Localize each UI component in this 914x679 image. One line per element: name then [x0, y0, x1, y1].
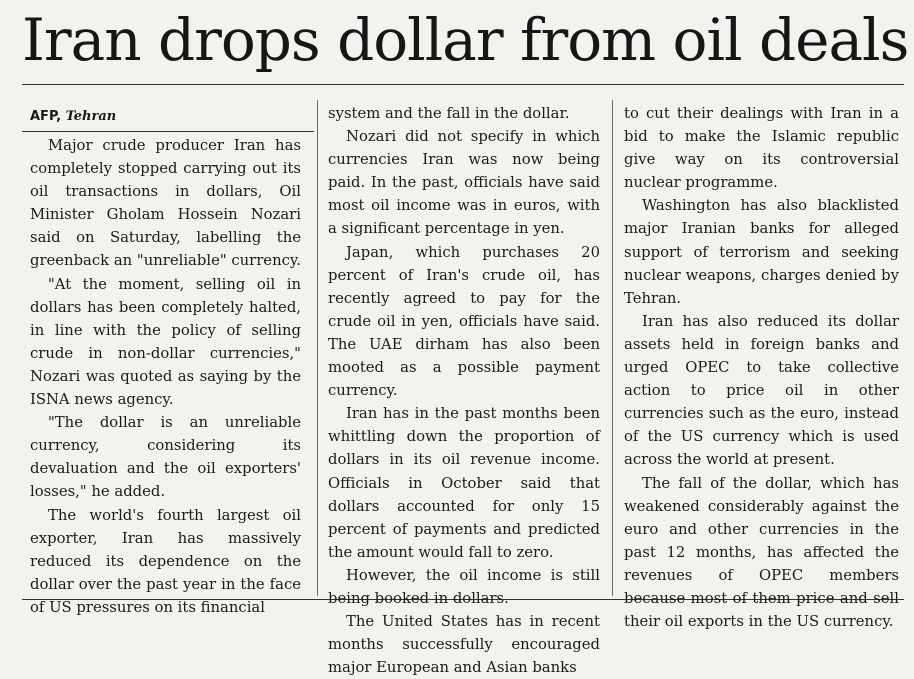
byline	[30, 105, 301, 128]
article-paragraph: Japan, which purchases 20 percent of Iran's crude oil, has recently agreed to pay for the crude oil in yen, officials have said. The UAE dirham has also been mooted as a possible payment currency.	[328, 243, 600, 400]
article-paragraph: Iran has in the past months been whittling down the proportion of dollars in its oil revenue income. Officials in October said that dollars accounted for only 15 percent of payments and predicted the amount would fall to zero.	[328, 405, 600, 561]
edge-glyph	[0, 195, 10, 219]
edge-glyph	[0, 524, 10, 548]
byline-agency: AFP,	[30, 109, 62, 124]
edge-glyph	[0, 172, 10, 196]
article-paragraph: to cut their dealings with Iran in a bid to make the Islamic republic give way on its controversial nuclear programme.	[624, 105, 899, 192]
column-divider-2	[612, 100, 613, 596]
article-column-2	[328, 102, 600, 679]
article-paragraph: Washington has also blacklisted major Iranian banks for alleged support of terrorism and seeking nuclear weapons, charges denied by Tehran.	[624, 197, 899, 307]
article-column-3	[624, 102, 899, 633]
edge-glyph	[0, 501, 10, 525]
article-paragraph: The fall of the dollar, which has weakened considerably against the euro and other currencies in the past 12 months, has affected the revenues of OPEC members because most of them price and sell their oil exports in the US currency.	[624, 474, 899, 631]
article-paragraph: The world's fourth largest oil exporter, Iran has massively reduced its dependence on the dollar over the past year in the face of US pressures on its financial	[30, 506, 301, 616]
edge-glyph	[0, 383, 10, 407]
edge-glyph	[0, 289, 10, 313]
edge-glyph	[0, 407, 10, 431]
article-paragraph: However, the oil income is still being booked in dollars.	[328, 566, 600, 607]
article-paragraph: system and the fall in the dollar.	[328, 105, 570, 122]
article-paragraph: Major crude producer Iran has completely stopped carrying out its oil transactions in dollars, Oil Minister Gholam Hossein Nozari said on Saturday, labelling the greenback an "unreliable" currency.	[30, 137, 301, 270]
article-paragraph: "The dollar is an unreliable currency, considering its devaluation and the oil exporters' losses," he added.	[30, 414, 301, 501]
edge-glyph	[0, 477, 10, 501]
column-divider-1	[317, 100, 318, 596]
article-paragraph: Iran has also reduced its dollar assets held in foreign banks and urged OPEC to take collective action to price oil in other currencies such as the euro, instead of the US currency which is used across the world at present.	[624, 312, 899, 469]
article-paragraph: "At the moment, selling oil in dollars has been completely halted, in line with the policy of selling crude in non-dollar currencies," Nozari was quoted as saying by the ISNA news agency.	[30, 275, 301, 409]
edge-glyph	[0, 548, 10, 572]
article-paragraph: Nozari did not specify in which currencies Iran was now being paid. In the past, officials have said most oil income was in euros, with a significant percentage in yen.	[328, 128, 600, 238]
article-paragraph: The United States has in recent months successfully encouraged major European and Asian banks	[328, 613, 600, 677]
edge-glyph	[0, 313, 10, 337]
byline-location: Tehran	[65, 109, 117, 124]
edge-glyph	[0, 148, 10, 172]
edge-glyph	[0, 266, 10, 290]
edge-glyph	[0, 242, 10, 266]
edge-glyph	[0, 336, 10, 360]
article-column-1	[30, 105, 301, 619]
edge-glyph	[0, 430, 10, 454]
headline-rule	[22, 84, 904, 85]
edge-glyph	[0, 219, 10, 243]
adjacent-article-edge	[0, 148, 10, 598]
edge-glyph	[0, 571, 10, 595]
edge-glyph	[0, 454, 10, 478]
edge-glyph	[0, 360, 10, 384]
headline: Iran drops dollar from oil deals	[22, 6, 909, 74]
